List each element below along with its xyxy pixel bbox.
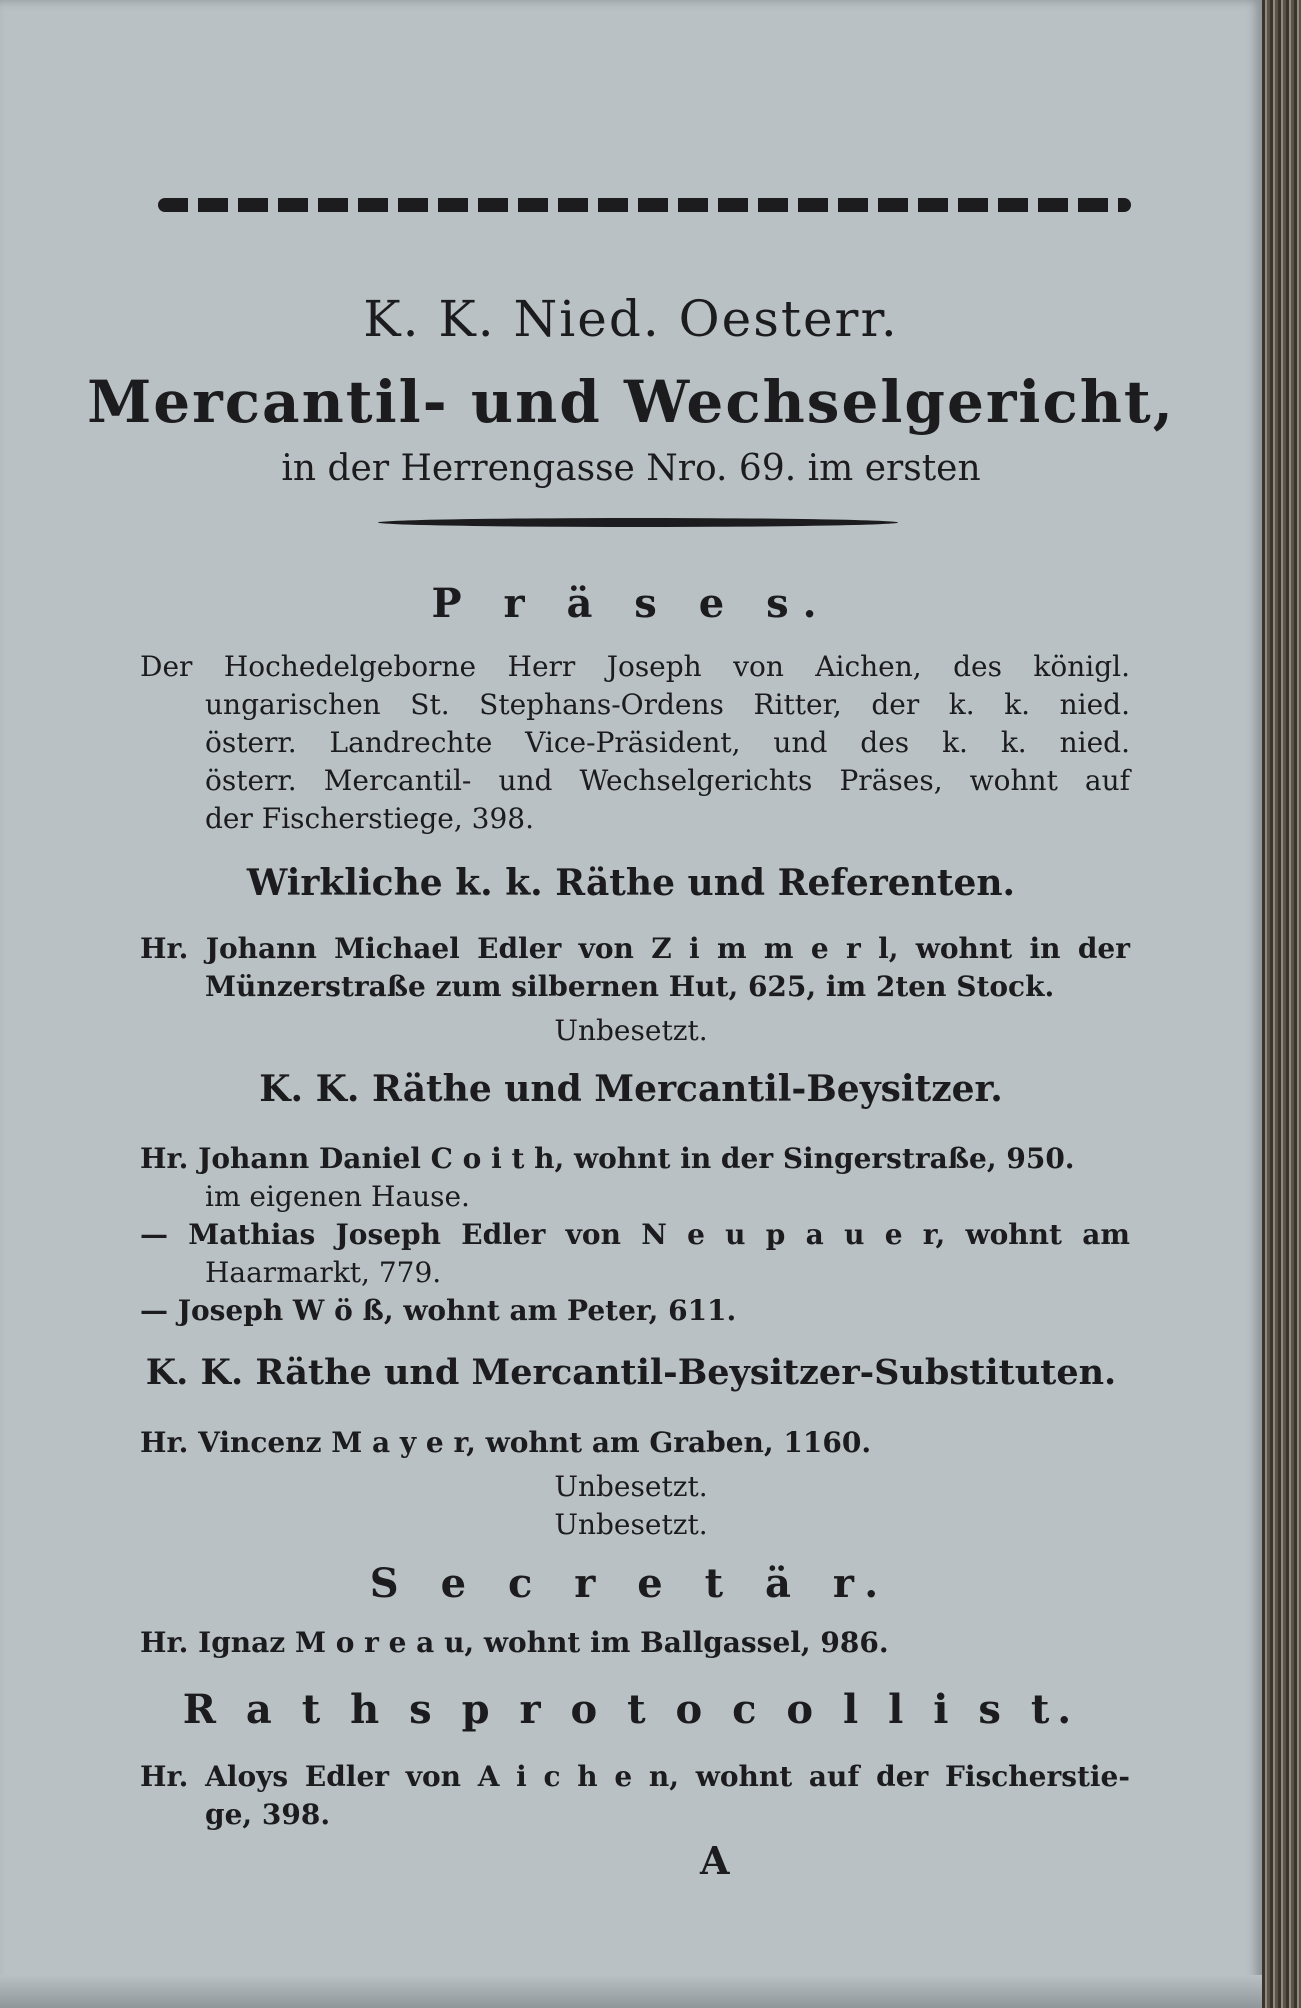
substituten-line: Hr. Vincenz M a y e r, wohnt am Graben, 1160.: [140, 1426, 872, 1459]
secretaer-line: Hr. Ignaz M o r e a u, wohnt im Ballgassel, 986.: [140, 1626, 889, 1659]
middle-decorative-rule: [378, 518, 898, 527]
raethe-vacant: Unbesetzt.: [554, 1014, 708, 1047]
raethe-heading: Wirkliche k. k. Räthe und Referenten.: [246, 862, 1016, 904]
beysitzer-line: — Joseph W ö ß, wohnt am Peter, 611.: [140, 1294, 737, 1327]
page-bottom-shadow: [0, 1975, 1262, 2008]
beysitzer-line: Haarmarkt, 779.: [205, 1256, 442, 1289]
praeses-heading: P r ä s e s.: [431, 580, 831, 627]
substituten-heading: K. K. Räthe und Mercantil-Beysitzer-Substituten.: [145, 1352, 1117, 1393]
substituten-vacant: Unbesetzt.: [554, 1508, 708, 1541]
substituten-vacant: Unbesetzt.: [554, 1470, 708, 1503]
protocollist-line: Hr. Aloys Edler von A i c h e n, wohnt auf der Fischerstie-: [140, 1760, 1130, 1793]
beysitzer-line: — Mathias Joseph Edler von N e u p a u e r, wohnt am: [140, 1218, 1130, 1251]
beysitzer-line: Hr. Johann Daniel C o i t h, wohnt in der Singerstraße, 950.: [140, 1142, 1075, 1175]
title-line-1: K. K. Nied. Oesterr.: [363, 290, 899, 348]
book-page-edges: [1262, 0, 1301, 2008]
protocollist-heading: R a t h s p r o t o c o l l i s t.: [182, 1686, 1080, 1733]
praeses-line: der Fischerstiege, 398.: [205, 802, 534, 835]
protocollist-line: ge, 398.: [205, 1798, 331, 1831]
beysitzer-line: im eigenen Hause.: [205, 1180, 470, 1213]
title-line-3: in der Herrengasse Nro. 69. im ersten: [281, 448, 981, 489]
praeses-line: österr. Mercantil- und Wechselgerichts Präses, wohnt auf: [205, 764, 1130, 797]
praeses-line: ungarischen St. Stephans-Ordens Ritter, der k. k. nied.: [205, 688, 1130, 721]
beysitzer-heading: K. K. Räthe und Mercantil-Beysitzer.: [259, 1068, 1003, 1110]
title-line-2: Mercantil- und Wechselgericht,: [87, 368, 1175, 436]
secretaer-heading: S e c r e t ä r.: [369, 1560, 893, 1607]
signature-mark: A: [700, 1838, 730, 1883]
praeses-line: österr. Landrechte Vice-Präsident, und des k. k. nied.: [205, 726, 1130, 759]
praeses-line: Der Hochedelgeborne Herr Joseph von Aichen, des königl.: [140, 650, 1130, 683]
raethe-line: Hr. Johann Michael Edler von Z i m m e r l, wohnt in der: [140, 932, 1130, 965]
top-decorative-rule: [158, 198, 1131, 212]
raethe-line: Münzerstraße zum silbernen Hut, 625, im 2ten Stock.: [205, 970, 1055, 1003]
